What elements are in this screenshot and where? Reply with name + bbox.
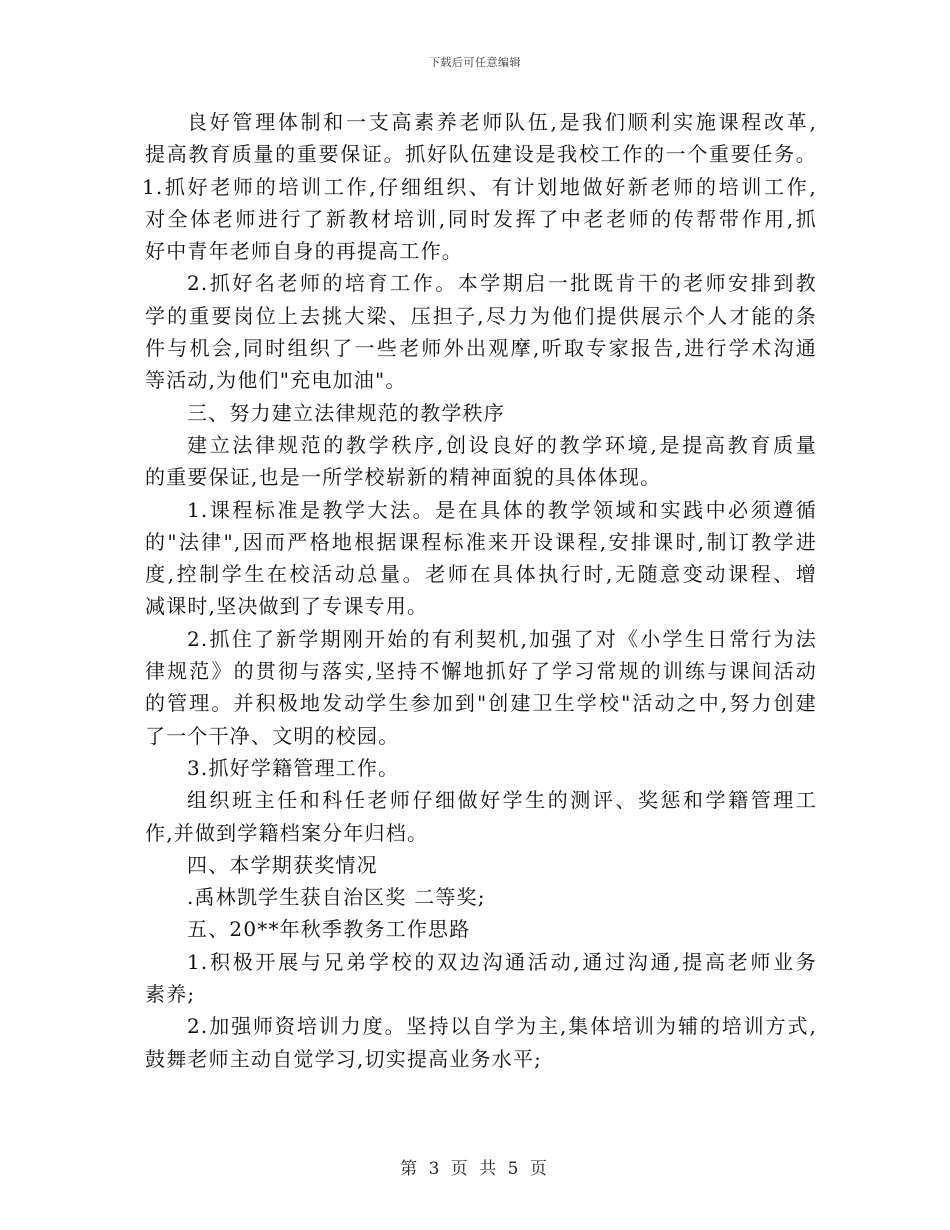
paragraph-line: 律规范》的贯彻与落实,坚持不懈地抓好了学习常规的训练与课间活动 [145, 659, 817, 684]
section-heading: 四、本学期获奖情况 [187, 852, 378, 877]
paragraph-line: 组织班主任和科任老师仔细做好学生的测评、奖惩和学籍管理工 [187, 788, 817, 813]
paragraph-line: 的重要保证,也是一所学校崭新的精神面貌的具体体现。 [145, 465, 662, 490]
section-heading: 三、努力建立法律规范的教学秩序 [187, 400, 505, 425]
header-note: 下载后可任意编辑 [429, 56, 521, 69]
paragraph-line: 1.积极开展与兄弟学校的双边沟通活动,通过沟通,提高老师业务 [187, 949, 817, 974]
document-body [142, 106, 817, 1075]
paragraph-line: 良好管理体制和一支高素养老师队伍,是我们顺利实施课程改革, [187, 110, 817, 134]
page-number: 第 3 页 共 5 页 [400, 1159, 550, 1179]
paragraph-line: 建立法律规范的教学秩序,创设良好的教学环境,是提高教育质量 [187, 432, 817, 457]
paragraph-line: 学的重要岗位上去挑大梁、压担子,尽力为他们提供展示个人才能的条 [145, 303, 817, 328]
paragraph-line: 度,控制学生在校活动总量。老师在具体执行时,无随意变动课程、增 [145, 562, 817, 587]
paragraph-line: 2.抓住了新学期刚开始的有利契机,加强了对《小学生日常行为法 [187, 626, 817, 651]
paragraph-line: 的"法律",因而严格地根据课程标准来开设课程,安排课时,制订教学进 [145, 529, 817, 554]
paragraph-line: 素养; [145, 982, 196, 1007]
section-heading: 五、20**年秋季教务工作思路 [187, 917, 471, 942]
paragraph-line: 减课时,坚决做到了专课专用。 [145, 594, 429, 619]
paragraph-line: 2.加强师资培训力度。坚持以自学为主,集体培训为辅的培训方式, [187, 1014, 817, 1039]
paragraph-line: 件与机会,同时组织了一些老师外出观摩,听取专家报告,进行学术沟通 [145, 336, 817, 361]
paragraph-line: 了一个干净、文明的校园。 [145, 723, 400, 748]
paragraph-line: 1.课程标准是教学大法。是在具体的教学领域和实践中必须遵循 [187, 497, 817, 522]
paragraph-line: 等活动,为他们"充电加油"。 [145, 368, 407, 393]
paragraph-line: 2.抓好名老师的培育工作。本学期启一批既肯干的老师安排到教 [187, 271, 817, 296]
paragraph-line: 作,并做到学籍档案分年归档。 [145, 820, 429, 845]
paragraph-line: 对全体老师进行了新教材培训,同时发挥了中老老师的传帮带作用,抓 [145, 206, 817, 231]
paragraph-line: 3.抓好学籍管理工作。 [187, 755, 400, 780]
paragraph-line: 提高教育质量的重要保证。抓好队伍建设是我校工作的一个重要任务。 [145, 142, 817, 167]
paragraph-line: 的管理。并积极地发动学生参加到"创建卫生学校"活动之中,努力创建 [145, 691, 817, 716]
paragraph-line: 好中青年老师自身的再提高工作。 [145, 239, 463, 264]
paragraph-line: .禹林凯学生获自治区奖 二等奖; [187, 885, 486, 910]
paragraph-line: 1.抓好老师的培训工作,仔细组织、有计划地做好新老师的培训工作, [142, 174, 817, 199]
paragraph-line: 鼓舞老师主动自觉学习,切实提高业务水平; [145, 1046, 543, 1071]
